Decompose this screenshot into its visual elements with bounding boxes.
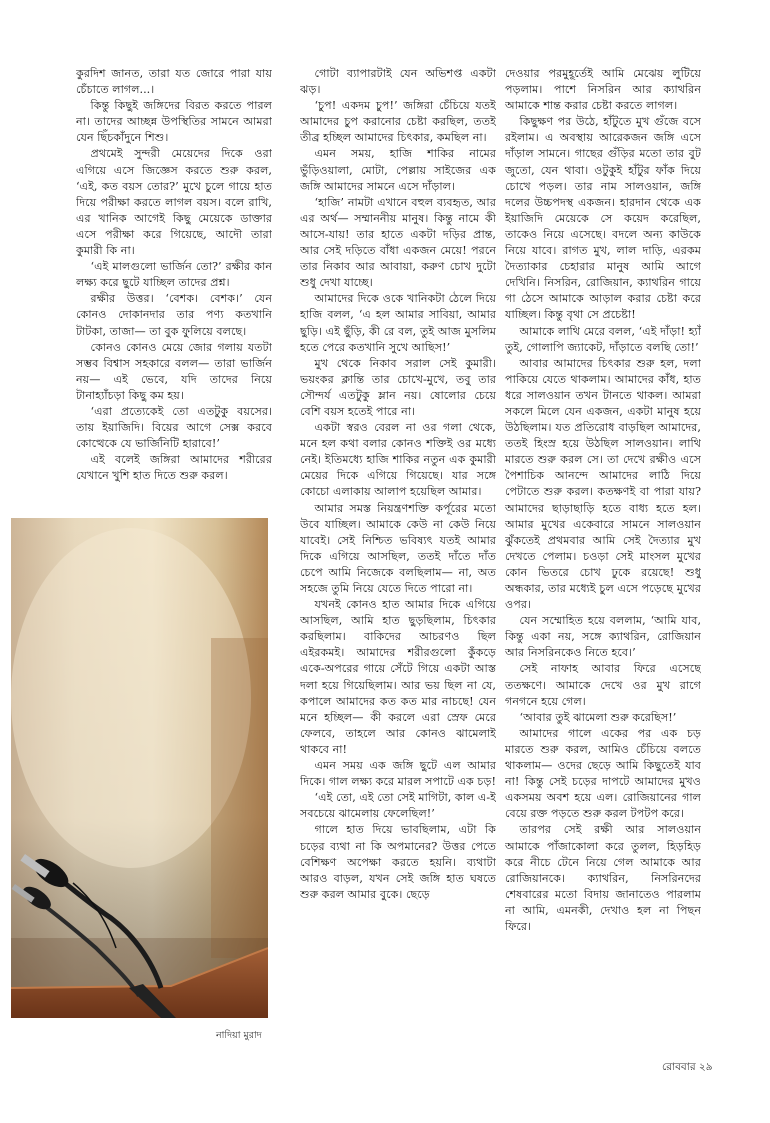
article-column-1 (76, 66, 272, 508)
paragraph: এই বলেই জঙ্গিরা আমাদের শরীরের যেখানে খুশি হাত দিতে শুরু করল। (76, 453, 272, 483)
paragraph: আমাদের গালে একের পর এক চড় মারতে শুরু করল, আমিও চেঁচিয়ে বলতে থাকলাম— ওদের ছেড়ে আমি কিছুতেই যাব না! কিন্তু সেই চড়ের দাপটে আমাদের মুখও একসময় অবশ হয়ে এল। রোজিয়ানের গাল বেয়ে রক্ত পড়তে শুরু করল টপটপ করে। (505, 726, 701, 821)
paragraph: তারপর সেই রক্ষী আর সালওয়ান আমাকে পাঁজাকোলা করে তুলল, হিড়হিড় করে নীচে টেনে নিয়ে গেল আমাকে আর রোজিয়ানকে। ক্যাথরিন, নিসরিনদের শেষবারের মতো বিদায় জানাতেও পারলাম না আমি, এমনকী, দেখাও হল না পিছন ফিরে। (505, 823, 701, 933)
paragraph: কিছুক্ষণ পর উঠে, হাঁটুতে মুখ গুঁজে বসে রইলাম। এ অবস্থায় আরেকজন জঙ্গি এসে দাঁড়াল সামনে। গাছের গুঁড়ির মতো তার বুট জুতো, যেন থাবা। ওটুকুই হাঁটুর ফাঁক দিয়ে চোখে পড়ল। তার নাম সালওয়ান, জঙ্গি দলের উচ্চপদস্থ একজন। হারদান থেকে এক ইয়াজিদি মেয়েকে সে কয়েদ করেছিল, তাকেও নিয়ে এসেছে। বদলে অন্য কাউকে নিয়ে যাবে। রাগত মুখ, লাল দাড়ি, এরকম দৈত্যাকার চেহারার মানুষ আমি আগে দেখিনি। নিসরিন, রোজিয়ান, ক্যাথরিন গায়ে গা ঠেসে আমাকে আড়াল করার চেষ্টা করে যাচ্ছিল। কিন্তু বৃথা সে প্রচেষ্টা! (505, 115, 701, 322)
paragraph: যখনই কোনও হাত আমার দিকে এগিয়ে আসছিল, আমি হাত ছুড়ছিলাম, চিৎকার করছিলাম। বাকিদের আচরণও ছিল এইরকমই। আমাদের শরীরগুলো কুঁকড়ে একে-অপরের গায়ে সেঁটে গিয়ে একটা আস্ত দলা হয়ে গিয়েছিলাম। আর ভয় ছিল না যে, কপালে আমাদের কত কত মার নাচছে! যেন মনে হচ্ছিল— কী করলে এরা স্রেফ মেরে ফেলবে, তাহলে আর কোনও ঝামেলাই থাকবে না! (300, 598, 496, 756)
paragraph: ‘এই তো, এই তো সেই মাগিটা, কাল এ-ই সবচেয়ে ঝামেলায় ফেলেছিল!’ (300, 791, 496, 821)
paragraph: আমাকে লাথি মেরে বলল, ‘এই দাঁড়া! হ্যাঁ তুই, গোলাপি জ্যাকেট, দাঁড়াতে বলছি তো!’ (505, 324, 701, 354)
paragraph: রক্ষীর উত্তর। ‘বেশক। বেশক।’ যেন কোনও দোকানদার তার পণ্য কতখানি টাটকা, তাজা— তা বুক ফুলিয়ে বলছে। (76, 292, 272, 338)
paragraph: এমন সময়, হাজি শাকির নামের ভুঁড়িওয়ালা, মোটা, পেল্লায় সাইজের এক জঙ্গি আমাদের সামনে এসে দাঁড়াল। (300, 147, 496, 193)
paragraph: ‘এরা প্রত্যেকেই তো এতটুকু বয়সের। তায় ইয়াজিদি। বিয়ের আগে সেক্স করবে কোত্থেকে যে ভার্জিনিটি হারাবে!’ (76, 404, 272, 451)
paragraph: মুখ থেকে নিকাব সরাল সেই কুমারী। ভয়ংকর ক্লান্তি তার চোখে-মুখে, তবু তার সৌন্দর্য এতটুকু ম্লান নয়। ষোলোর চেয়ে বেশি বয়স হতেই পারে না। (300, 356, 496, 418)
article-column-2 (300, 66, 496, 1066)
paragraph: ‘চুপ! একদম চুপ!’ জঙ্গিরা চেঁচিয়ে যতই আমাদের চুপ করানোর চেষ্টা করছিল, ততই তীব্র হচ্ছিল আমাদের চিৎকার, কমছিল না। (300, 99, 496, 145)
paragraph: গোটা ব্যাপারটাই যেন অভিশপ্ত একটা ঝড়। (300, 67, 496, 97)
speaker-photo (11, 518, 268, 1018)
paragraph: গালে হাত দিয়ে ভাবছিলাম, এটা কি চড়ের ব্যথা না কি অপমানের? উত্তর পেতে বেশিক্ষণ অপেক্ষা করতে হয়নি। ব্যথাটা আরও বাড়ল, যখন সেই জঙ্গি হাত ঘষতে শুরু করল আমার বুকে। ছেড়ে (300, 823, 496, 901)
article-column-3 (505, 66, 701, 1066)
paragraph: ‘হাজি’ নামটা এখানে বহুল ব্যবহৃত, আর এর অর্থ— সম্মাননীয় মানুষ। কিন্তু নামে কী আসে-যায়! তার হাতে একটা দড়ির প্রান্ত, আর সেই দড়িতে বাঁধা একজন মেয়ে! পরনে তার নিকাব আর আবায়া, করুণ চোখ দুটো শুধু দেখা যাচ্ছে। (300, 195, 496, 290)
paragraph: দেওয়ার পরমুহূর্তেই আমি মেঝেয় লুটিয়ে পড়লাম। পাশে নিসরিন আর ক্যাথরিন আমাকে শান্ত করার চেষ্টা করতে লাগল। (505, 67, 701, 113)
paragraph: সেই নাফাহ আবার ফিরে এসেছে ততক্ষণে। আমাকে দেখে ওর মুখ রাগে গনগনে হয়ে গেল। (505, 662, 701, 708)
photo-credit: নাদিয়া মুরাদ (216, 1030, 262, 1041)
paragraph: কুরদিশ জানত, তারা যত জোরে পারা যায় চেঁচাতে লাগল...। (76, 67, 272, 97)
paragraph: যেন সম্মোহিত হয়ে বললাম, ‘আমি যাব, কিন্তু একা নয়, সঙ্গে ক্যাথরিন, রোজিয়ান আর নিসরিনকেও নিতে হবে।’ (505, 614, 701, 660)
paragraph: ‘আবার তুই ঝামেলা শুরু করেছিস!’ (519, 710, 677, 724)
paragraph: ‘এই মালগুলো ভার্জিন তো?’ রক্ষীর কান লক্ষ্য করে ছুটে যাচ্ছিল তাদের প্রশ্ন। (76, 260, 272, 290)
page-folio: রোববার ২৯ (662, 1061, 713, 1073)
paragraph: কোনও কোনও মেয়ে জোর গলায় যতটা সম্ভব বিশ্বাস সহকারে বলল— তারা ভার্জিন নয়— এই ভেবে, যদি তাদের নিয়ে টানাহ্যাঁচড়া কিছু কম হয়। (76, 340, 272, 402)
paragraph: এমন সময় এক জঙ্গি ছুটে এল আমার দিকে। গাল লক্ষ্য করে মারল সপাটে এক চড়! (300, 759, 496, 789)
paragraph: আবার আমাদের চিৎকার শুরু হল, দলা পাকিয়ে যেতে থাকলাম। আমাদের কাঁধ, হাত ধরে সালওয়ান তখন টানতে থাকল। আমরা সকলে মিলে যেন একজন, একটা মানুষ হয়ে উঠছিলাম। যত প্রতিরোধ বাড়ছিল আমাদের, ততই হিংস্র হয়ে উঠছিল সালওয়ান। লাথি মারতে শুরু করল সে। তা দেখে রক্ষীও এসে পৈশাচিক আনন্দে আমাদের লাঠি দিয়ে পেটাতে শুরু করল। কতক্ষণই বা পারা যায়? আমাদের ছাড়াছাড়ি হতে বাধ্য হতে হল। আমার মুখের একেবারে সামনে সালওয়ান ঝুঁকতেই প্রথমবার আমি সেই দৈত্যার মুখ দেখতে পেলাম। চওড়া সেই মাংসল মুখের কোন ভিতরে চোখ ঢুকে রয়েছে! শুধু অন্ধকার, তার মধ্যেই চুল এসে পড়েছে মুখের ওপর। (505, 356, 701, 612)
paragraph: আমার সমস্ত নিয়ন্ত্রণশক্তি কর্পূরের মতো উবে যাচ্ছিল। আমাকে কেউ না কেউ নিয়ে যাবেই। সেই নিশ্চিত ভবিষ্যৎ যতই আমার দিকে এগিয়ে আসছিল, ততই দাঁতে দাঁত চেপে আমি নিজেকে বলছিলাম— না, অত সহজে তুমি নিয়ে যেতে দিতে পারো না। (300, 501, 496, 595)
paragraph: একটা স্বরও বেরল না ওর গলা থেকে, মনে হল কথা বলার কোনও শক্তিই ওর মধ্যে নেই। ইতিমধ্যে হাজি শাকির নতুন এক কুমারী মেয়ের দিকে এগিয়ে গিয়েছে। যার সঙ্গে কোচো এলাকায় আলাপ হয়েছিল আমার। (300, 421, 496, 499)
paragraph: আমাদের দিকে ওকে খানিকটা ঠেলে দিয়ে হাজি বলল, ‘এ হল আমার সাবিয়া, আমার ছুড়ি। এই ছুঁড়ি, কী রে বল, তুই আজ মুসলিম হতে পেরে কতখানি সুখে আছিস!’ (300, 292, 496, 354)
paragraph: প্রথমেই সুন্দরী মেয়েদের দিকে ওরা এগিয়ে এসে জিজ্ঞেস করতে শুরু করল, ‘এই, কত বয়স তোর?’ মুখে চুলে গায়ে হাত দিয়ে পরীক্ষা করতে লাগল বয়স। বলে রাখি, এর খানিক আগেই কিছু মেয়েকে ডাক্তার এসে পরীক্ষা করে গিয়েছে, আদৌ তারা কুমারী কি না। (76, 147, 272, 258)
paragraph: কিন্তু কিছুই জঙ্গিদের বিরত করতে পারল না। তাদের আচ্ছন্ন উপস্থিতির সামনে আমরা যেন ছিঁচকাঁদুনে শিশু। (76, 99, 272, 145)
